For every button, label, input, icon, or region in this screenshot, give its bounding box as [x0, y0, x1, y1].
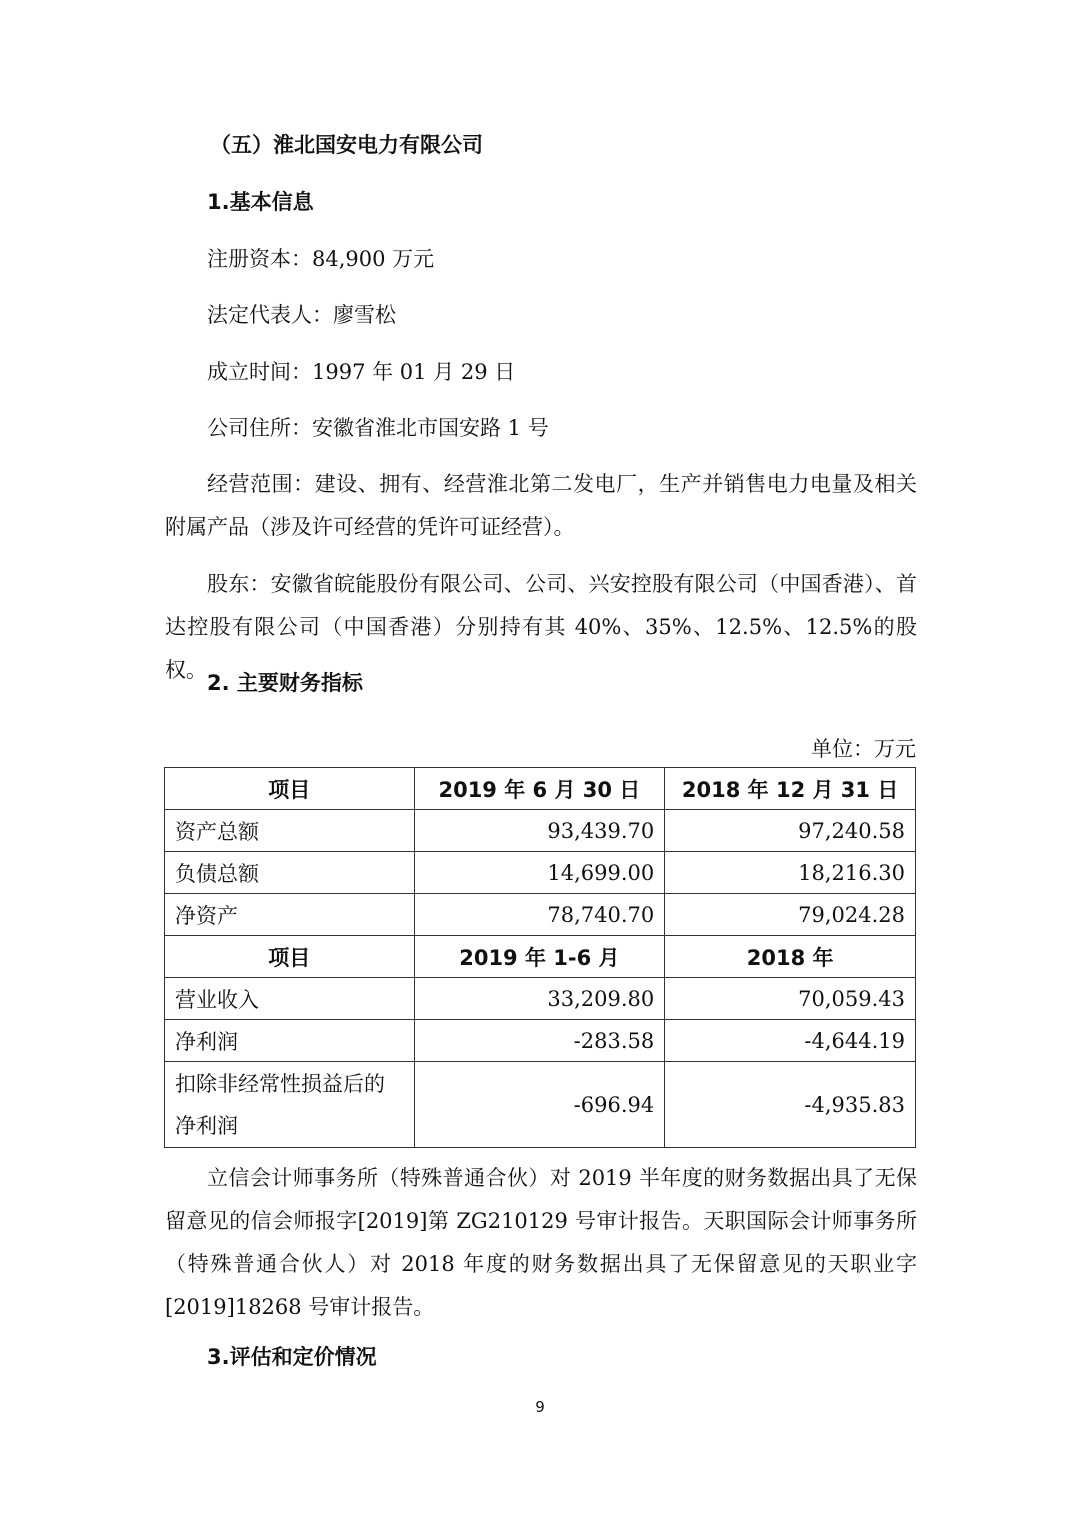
- header-cell: 2018 年: [665, 936, 916, 978]
- value-cell: -4,935.83: [665, 1062, 916, 1148]
- value-cell: 18,216.30: [665, 852, 916, 894]
- table-row: [165, 852, 916, 894]
- header-cell: 2019 年 6 月 30 日: [414, 768, 665, 810]
- table-header-row: [165, 936, 916, 978]
- row-label: 净利润: [165, 1020, 415, 1062]
- value-cell: -696.94: [414, 1062, 665, 1148]
- row-label: 负债总额: [165, 852, 415, 894]
- company-address: 公司住所：安徽省淮北市国安路 1 号: [207, 416, 549, 440]
- shareholders: 股东：安徽省皖能股份有限公司、公司、兴安控股有限公司（中国香港）、首达控股有限公司（中国香港）分别持有其 40%、35%、12.5%、12.5%的股权。: [165, 572, 917, 682]
- value-cell: 97,240.58: [665, 810, 916, 852]
- header-cell: 2019 年 1-6 月: [414, 936, 665, 978]
- value-cell: 33,209.80: [414, 978, 665, 1020]
- value-cell: 14,699.00: [414, 852, 665, 894]
- header-cell: 项目: [165, 936, 415, 978]
- financial-heading: 2. 主要财务指标: [207, 671, 363, 695]
- header-cell: 2018 年 12 月 31 日: [665, 768, 916, 810]
- value-cell: 70,059.43: [665, 978, 916, 1020]
- value-cell: -4,644.19: [665, 1020, 916, 1062]
- financial-table: [164, 767, 916, 1148]
- value-cell: 78,740.70: [414, 894, 665, 936]
- table-row: [165, 810, 916, 852]
- row-label: 营业收入: [165, 978, 415, 1020]
- valuation-heading: 3.评估和定价情况: [207, 1345, 377, 1369]
- basic-info-heading: 1.基本信息: [207, 190, 314, 214]
- section-title: （五）淮北国安电力有限公司: [210, 133, 483, 157]
- founded-date: 成立时间：1997 年 01 月 29 日: [207, 360, 516, 384]
- table-header-row: [165, 768, 916, 810]
- page-number: 9: [535, 1398, 545, 1416]
- value-cell: -283.58: [414, 1020, 665, 1062]
- table-row: [165, 978, 916, 1020]
- audit-note: 立信会计师事务所（特殊普通合伙）对 2019 半年度的财务数据出具了无保留意见的信会师报字[2019]第 ZG210129 号审计报告。天职国际会计师事务所（特殊普通合伙人）对 2018 年度的财务数据出具了无保留意见的天职业字[2019]18268 号审计报告。: [165, 1166, 917, 1319]
- header-cell: 项目: [165, 768, 415, 810]
- table-row: [165, 1020, 916, 1062]
- row-label: 净资产: [165, 894, 415, 936]
- business-scope: 经营范围：建设、拥有、经营淮北第二发电厂，生产并销售电力电量及相关附属产品（涉及许可经营的凭许可证经营）。: [165, 472, 917, 539]
- row-label: 扣除非经常性损益后的净利润: [165, 1062, 415, 1148]
- unit-label: 单位：万元: [811, 737, 916, 761]
- table-row: [165, 1062, 916, 1148]
- registered-capital: 注册资本：84,900 万元: [207, 247, 435, 271]
- row-label: 资产总额: [165, 810, 415, 852]
- table-row: [165, 894, 916, 936]
- legal-representative: 法定代表人：廖雪松: [207, 303, 396, 327]
- value-cell: 79,024.28: [665, 894, 916, 936]
- value-cell: 93,439.70: [414, 810, 665, 852]
